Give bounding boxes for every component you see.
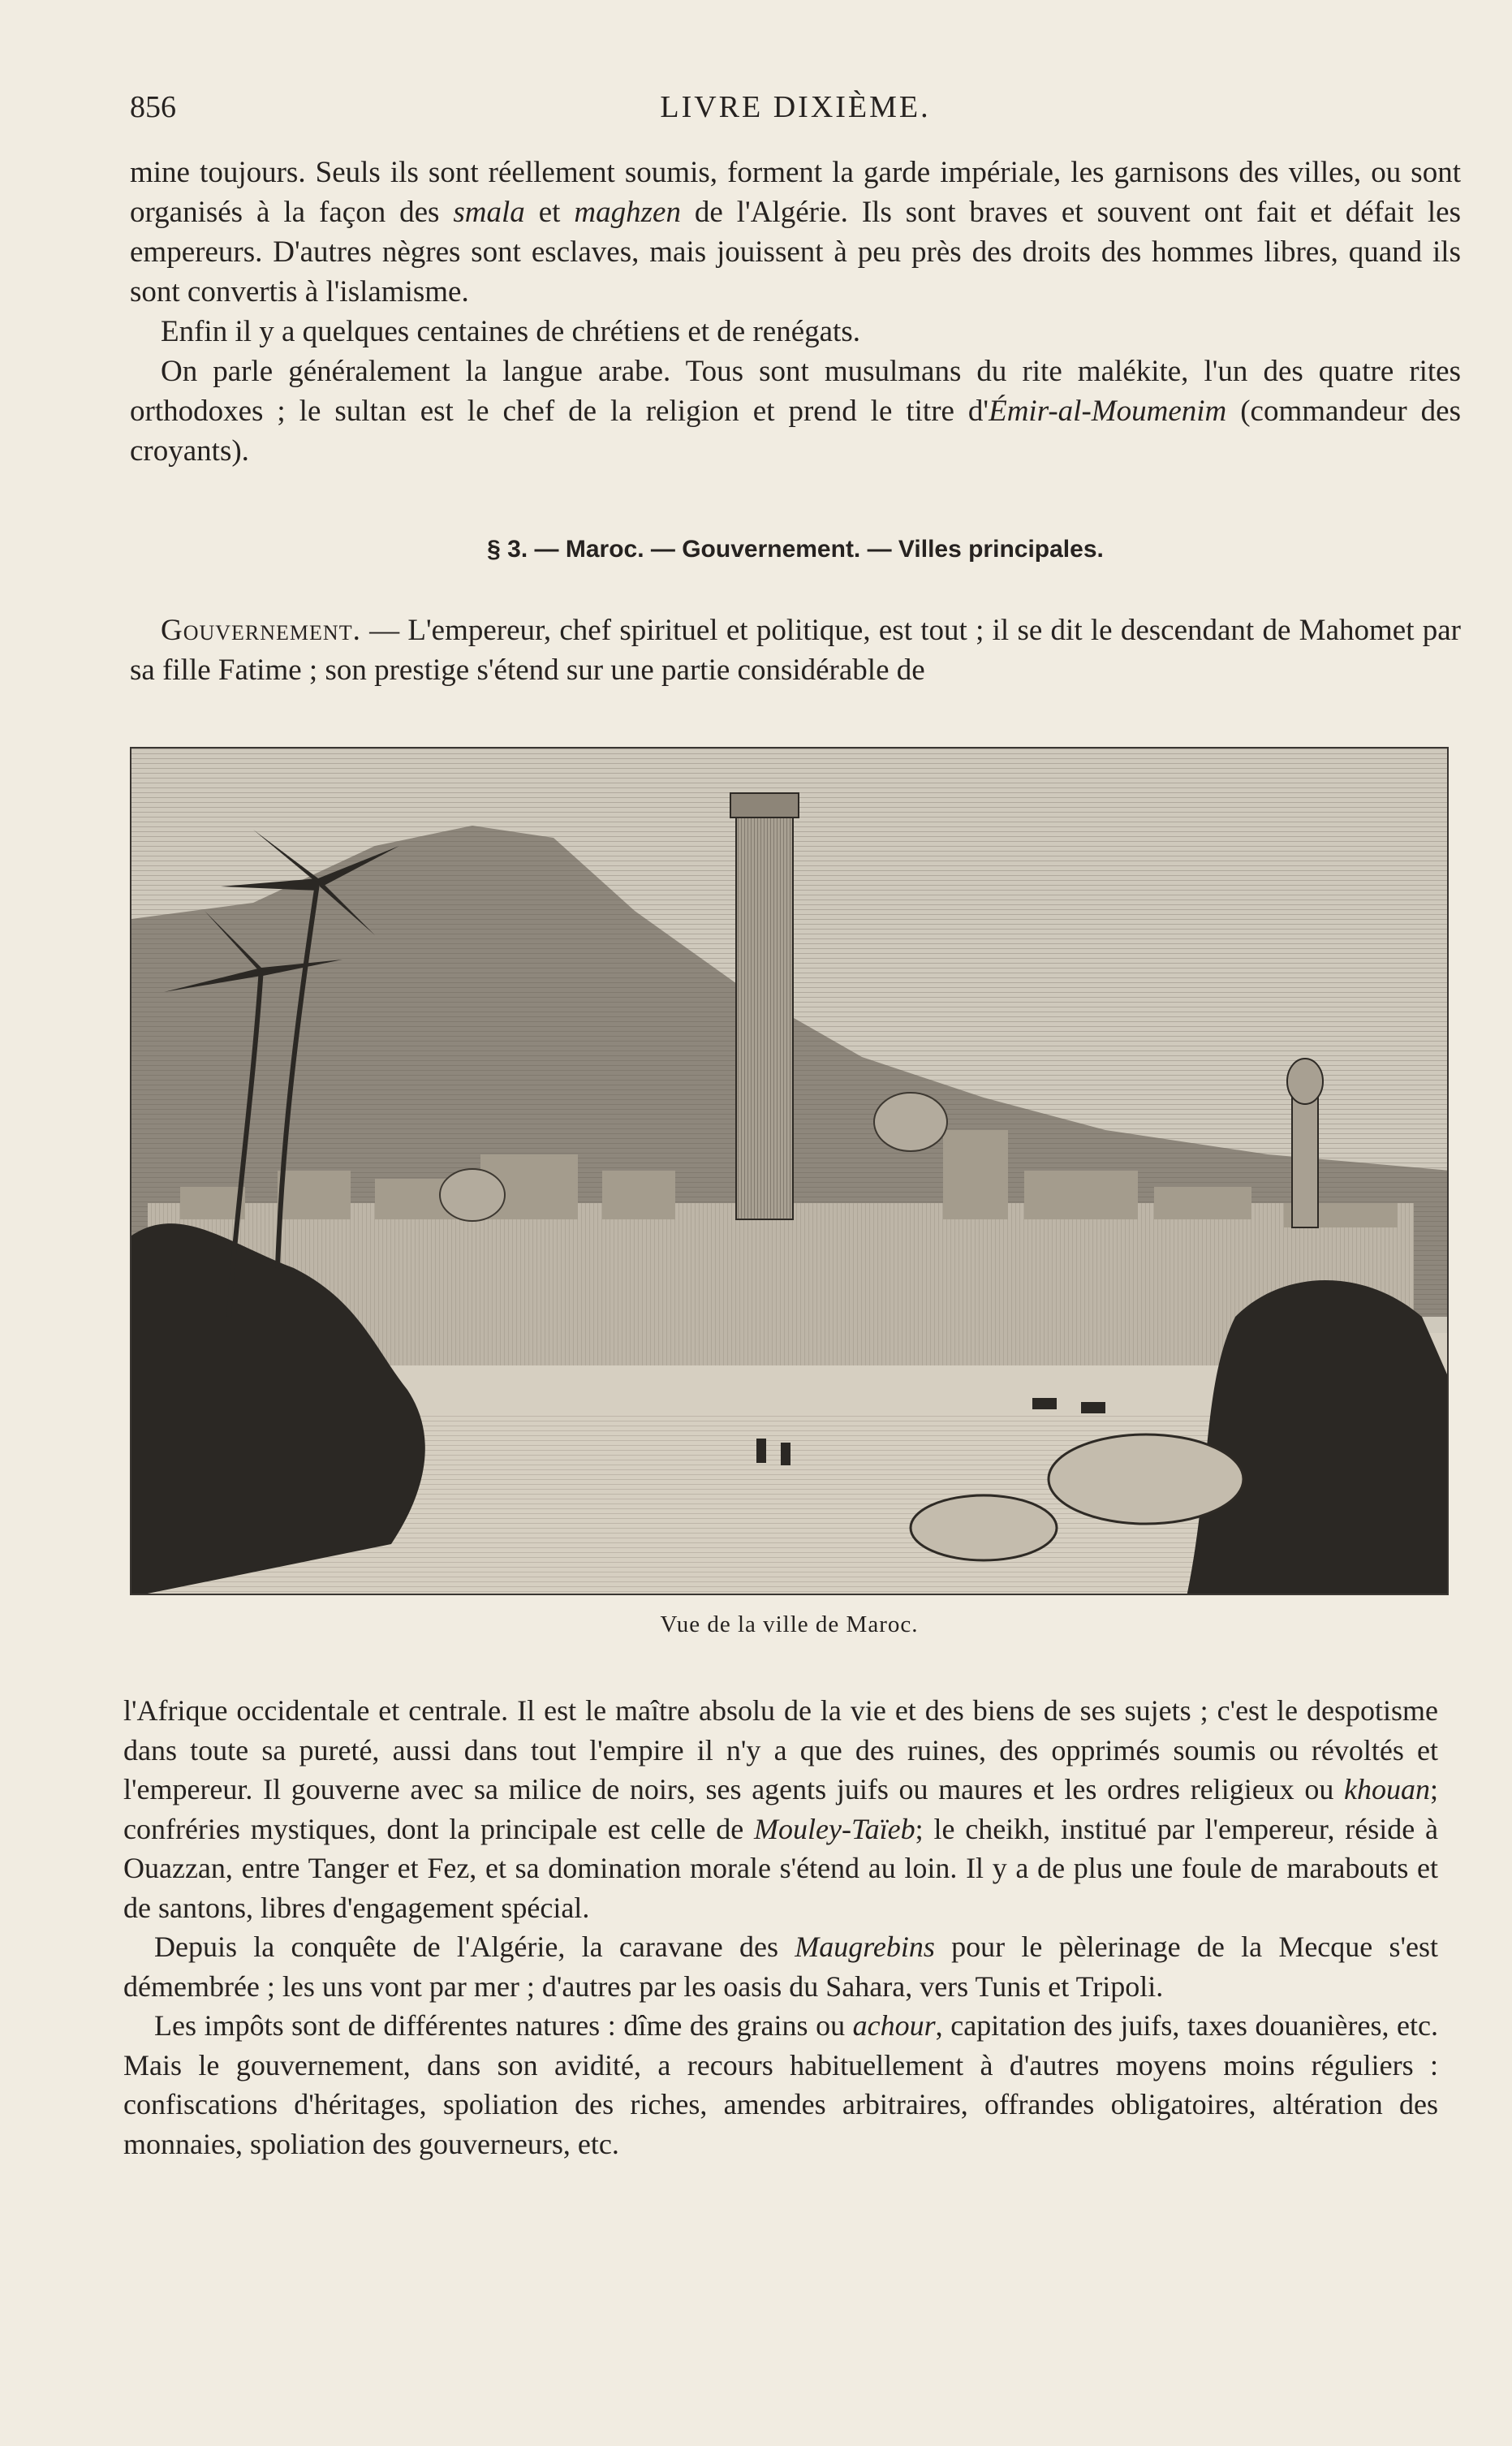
paragraph: l'Afrique occidentale et centrale. Il est le maître absolu de la vie et des biens de ses sujets ; c'est le despotisme dans toute sa pureté, aussi dans tout l'empire il n'y a que des ruines, des opprimés soumis ou révoltés et l'empereur. Il gouverne avec sa milice de noirs, ses agents juifs ou maures et les ordres religieux ou khouan; confréries mystiques, dont la principale est celle de Mouley-Taïeb; le cheikh, institué par l'empereur, réside à Ouazzan, entre Tanger et Fez, et sa domination morale s'étend au loin. Il y a de plus une foule de marabouts et de santons, libres d'engagement spécial. [123,1694,1438,1924]
italic-term: khouan [1344,1773,1430,1805]
italic-term: Mouley-Taïeb [754,1812,915,1845]
figure-caption: Vue de la ville de Maroc. [660,1611,919,1637]
rock [911,1495,1057,1560]
text-block-government [130,610,1461,690]
rock [1049,1434,1243,1524]
paragraph: On parle généralement la langue arabe. Tous sont musulmans du rite malékite, l'un des quatre rites orthodoxes ; le sultan est le chef de la religion et prend le titre d'Émir-al-Moumenim (commandeur des croyants). [130,355,1462,468]
running-title: LIVRE DIXIÈME. [660,90,931,124]
text-block-bottom [123,1691,1438,2163]
paragraph: Enfin il y a quelques centaines de chrétiens et de renégats. [161,315,860,348]
paragraph: Gouvernement. — L'empereur, chef spirituel et politique, est tout ; il se dit le descendant de Mahomet par sa fille Fatime ; son prestige s'étend sur une partie considérable de [130,614,1461,687]
paragraph: mine toujours. Seuls ils sont réellement soumis, forment la garde impériale, les garnisons des villes, ou sont organisés à la façon des smala et maghzen de l'Algérie. Ils sont braves et souvent ont fait et défait les empereurs. D'autres nègres sont esclaves, mais jouissent à peu près des droits des hommes libres, quand ils sont convertis à l'islamisme. [130,156,1461,308]
paragraph: Les impôts sont de différentes natures : dîme des grains ou achour, capitation des juifs, taxes douanières, etc. Mais le gouvernement, dans son avidité, a recours habituellement à d'autres moyens moins réguliers : confiscations d'héritages, spoliation des riches, amendes arbitraires, offrandes obligatoires, altération des monnaies, spoliation des gouverneurs, etc. [123,2009,1439,2160]
city-view-engraving [131,748,1449,1595]
italic-term: achour [852,2009,936,2042]
dome [440,1169,505,1221]
italic-term: maghzen [574,196,681,229]
paragraph: Depuis la conquête de l'Algérie, la caravane des Maugrebins pour le pèlerinage de la Mecque s'est démembrée ; les uns vont par mer ; d'autres par les oasis du Sahara, vers Tunis et Tripoli. [123,1930,1439,2003]
page-number: 856 [130,90,176,124]
italic-term: Maugrebins [795,1930,935,1963]
page-header [130,89,1461,130]
italic-term: smala [453,196,525,229]
lead-word: Gouvernement. [161,614,361,647]
text-block-top [130,153,1461,471]
section-heading: § 3. — Maroc. — Gouvernement. — Villes principales. [487,536,1104,563]
engraving-illustration [130,747,1449,1595]
italic-term: Émir-al-Moumenim [989,395,1227,428]
dome [874,1093,947,1151]
